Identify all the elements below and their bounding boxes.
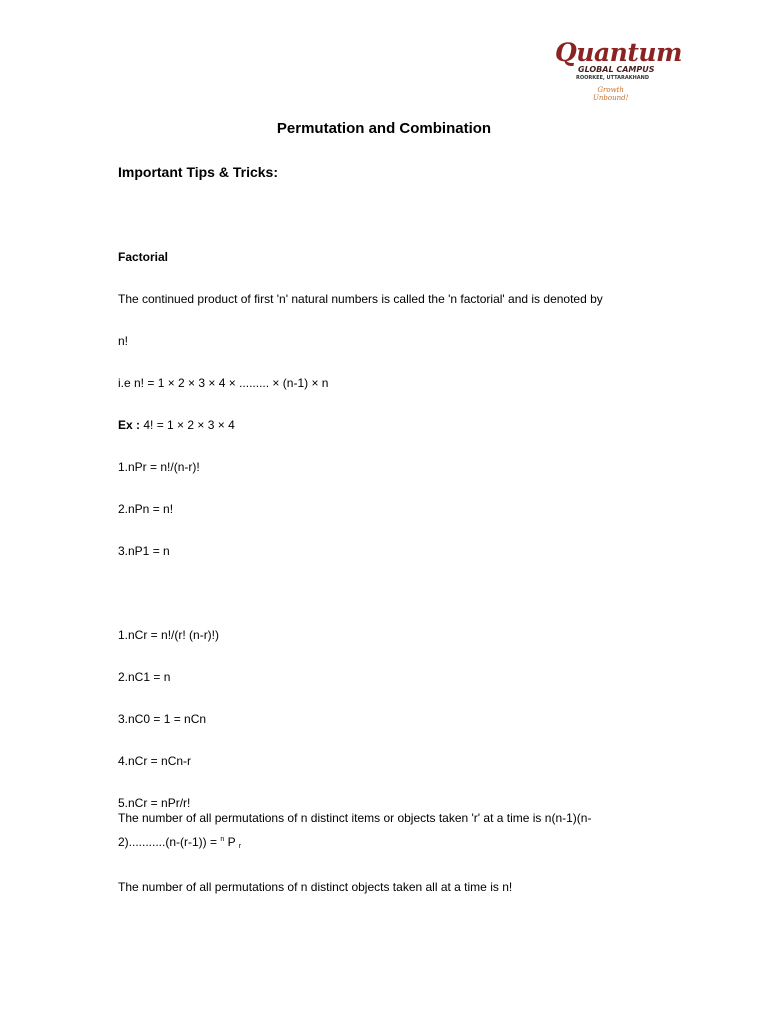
example-label: Ex : <box>118 418 141 432</box>
factorial-definition: The continued product of first 'n' natural numbers is called the 'n factorial' and is denoted by <box>118 292 603 306</box>
logo-subtitle: GLOBAL CAMPUS <box>578 65 655 74</box>
permutation-formula: 1.nPr = n!/(n-r)! <box>118 460 200 474</box>
combination-formula: 3.nC0 = 1 = nCn <box>118 712 207 726</box>
logo-location: ROORKEE, UTTARAKHAND <box>576 75 650 81</box>
factorial-expansion: i.e n! = 1 × 2 × 3 × 4 × ......... × (n-1) × n <box>118 376 329 390</box>
permutations-expression: 2)...........(n-(r-1)) = <box>118 835 221 849</box>
combination-formula: 1.nCr = n!/(r! (n-r)!) <box>118 628 220 642</box>
logo-tagline-line1: Growth <box>597 86 624 94</box>
combination-formula: 4.nCr = nCn-r <box>118 754 192 768</box>
permutation-formula: 3.nP1 = n <box>118 544 170 558</box>
factorial-heading: Factorial <box>118 250 169 264</box>
factorial-notation: n! <box>118 334 129 348</box>
quantum-logo <box>553 38 683 104</box>
example-value: 4! = 1 × 2 × 3 × 4 <box>140 418 235 432</box>
permutations-r-at-a-time-line1: The number of all permutations of n distinct items or objects taken 'r' at a time is n(n-1)(n- <box>118 811 592 825</box>
permutation-formula: 2.nPn = n! <box>118 502 174 516</box>
logo-tagline-line2: Unbound! <box>593 94 629 102</box>
combination-formula: 2.nC1 = n <box>118 670 171 684</box>
page-title: Permutation and Combination <box>276 120 492 137</box>
npr-superscript: n <box>220 836 225 843</box>
permutations-all-at-a-time: The number of all permutations of n distinct objects taken all at a time is n! <box>118 880 513 894</box>
npr-symbol: P <box>224 835 239 849</box>
permutations-r-at-a-time-line2 <box>118 835 241 850</box>
factorial-example <box>118 418 235 432</box>
logo-name: Quantum <box>555 38 683 67</box>
combination-formula: 5.nCr = nPr/r! <box>118 796 191 810</box>
npr-subscript: r <box>238 843 242 850</box>
logo-tagline <box>593 86 628 102</box>
tips-heading: Important Tips & Tricks: <box>118 164 278 180</box>
